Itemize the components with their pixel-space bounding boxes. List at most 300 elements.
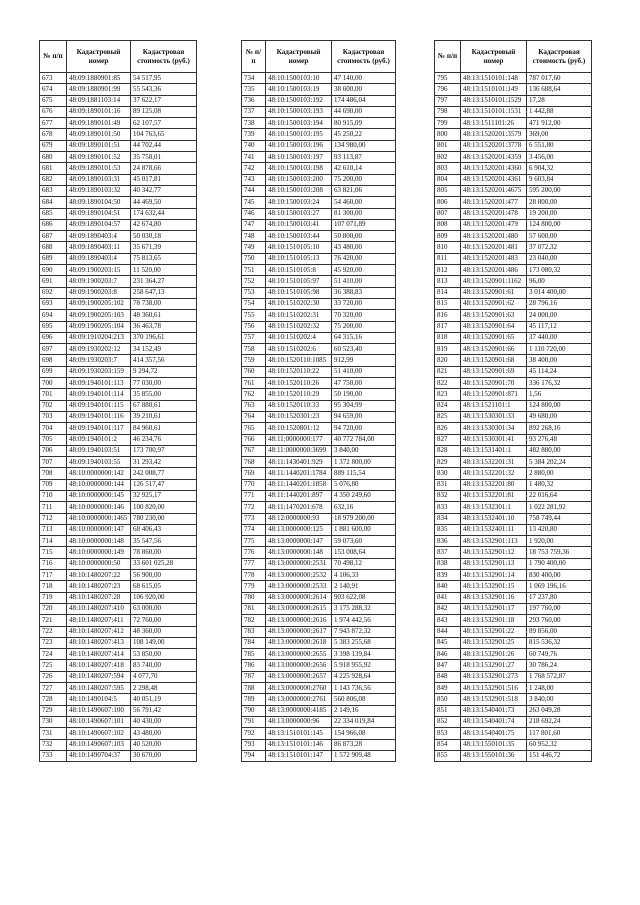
table-row	[40, 185, 197, 196]
row-number: 693	[40, 298, 67, 309]
cadastral-value: 104 763,65	[131, 129, 197, 140]
table-row	[242, 626, 396, 637]
table-row	[40, 378, 197, 389]
table-row	[242, 242, 396, 253]
table-row	[40, 129, 197, 140]
row-number: 751	[242, 265, 266, 276]
cadastral-number: 48:13:0000000:96	[266, 716, 332, 727]
cadastral-number: 48:13:1520201:4360	[461, 163, 527, 174]
table-row	[40, 152, 197, 163]
cadastral-table-2	[241, 40, 396, 762]
cadastral-value: 94 720,00	[332, 423, 396, 434]
cadastral-number: 48:13:1510101:149	[461, 84, 527, 95]
cadastral-number: 48:10:1510202:32	[266, 321, 332, 332]
row-number: 738	[242, 118, 266, 129]
cadastral-value: 93 113,87	[332, 152, 396, 163]
cadastral-value: 62 107,57	[131, 118, 197, 129]
table-row	[242, 73, 396, 84]
row-number: 695	[40, 321, 67, 332]
cadastral-value: 174 486,04	[332, 95, 396, 106]
row-number: 822	[435, 378, 461, 389]
table-row	[40, 84, 197, 95]
table-row	[435, 208, 592, 219]
cadastral-value: 560 806,08	[332, 694, 396, 705]
row-number: 721	[40, 615, 67, 626]
cadastral-number: 48:10:1510202:30	[266, 298, 332, 309]
table-row	[242, 739, 396, 750]
table-row	[40, 366, 197, 377]
cadastral-value: 11 520,00	[131, 265, 197, 276]
cadastral-number: 48:10:1520801:12	[266, 423, 332, 434]
cadastral-value: 35 758,01	[131, 152, 197, 163]
cadastral-value: 44 690,00	[332, 106, 396, 117]
cadastral-value: 43 480,00	[332, 242, 396, 253]
table-row	[242, 287, 396, 298]
cadastral-number: 48:09:1880901:99	[67, 84, 131, 95]
table-row	[40, 265, 197, 276]
row-number: 819	[435, 344, 461, 355]
cadastral-number: 48:09:1890104:51	[67, 208, 131, 219]
row-number: 799	[435, 118, 461, 129]
cadastral-value: 30 670,00	[131, 750, 197, 761]
cadastral-number: 48:09:1940101:113	[67, 378, 131, 389]
row-number: 774	[242, 524, 266, 535]
row-number: 798	[435, 106, 461, 117]
cadastral-value: 3 014 400,00	[527, 287, 592, 298]
row-number: 708	[40, 468, 67, 479]
table-row	[435, 626, 592, 637]
cadastral-value: 18 979 200,00	[332, 513, 396, 524]
cadastral-value: 75 813,65	[131, 253, 197, 264]
cadastral-number: 48:09:1890104:50	[67, 197, 131, 208]
cadastral-value: 231 364,27	[131, 276, 197, 287]
table-row	[242, 389, 396, 400]
table-header-row	[242, 41, 396, 73]
cadastral-number: 48:13:1532901:15	[461, 581, 527, 592]
cadastral-number: 48:13:1520901:63	[461, 310, 527, 321]
cadastral-number: 48:13:1520901:1162	[461, 276, 527, 287]
cadastral-number: 48:09:1940101:117	[67, 423, 131, 434]
cadastral-number: 48:13:1532401:10	[461, 513, 527, 524]
cadastral-value: 35 547,56	[131, 536, 197, 547]
cadastral-number: 48:10:1500103:24	[266, 197, 332, 208]
table-row	[242, 310, 396, 321]
cadastral-value: 75 200,00	[332, 321, 396, 332]
cadastral-value: 153 008,64	[332, 547, 396, 558]
cadastral-number: 48:13:1532301:1	[461, 502, 527, 513]
cadastral-number: 48:13:0000000:2533	[266, 581, 332, 592]
cadastral-value: 780 230,00	[131, 513, 197, 524]
cadastral-number: 48:13:1520201:3778	[461, 140, 527, 151]
row-number: 703	[40, 411, 67, 422]
table-row	[435, 332, 592, 343]
cadastral-number: 48:12:0000000:93	[266, 513, 332, 524]
cadastral-value: 414 357,56	[131, 355, 197, 366]
cadastral-number: 48:10:1480207:23	[67, 581, 131, 592]
table-row	[435, 694, 592, 705]
row-number: 740	[242, 140, 266, 151]
cadastral-number: 48:10:0000000:1465	[67, 513, 131, 524]
cadastral-value: 4 350 249,60	[332, 490, 396, 501]
row-number: 725	[40, 660, 67, 671]
header-value: Кадастровая стоимость (руб.)	[527, 41, 592, 73]
table-row	[242, 581, 396, 592]
row-number: 809	[435, 231, 461, 242]
row-number: 795	[435, 73, 461, 84]
row-number: 674	[40, 84, 67, 95]
cadastral-value: 830 400,00	[527, 570, 592, 581]
row-number: 844	[435, 626, 461, 637]
cadastral-value: 293 760,00	[527, 615, 592, 626]
cadastral-number: 48:13:1520901:62	[461, 298, 527, 309]
table-row	[40, 637, 197, 648]
row-number: 834	[435, 513, 461, 524]
row-number: 813	[435, 276, 461, 287]
cadastral-value: 63 000,00	[131, 603, 197, 614]
row-number: 715	[40, 547, 67, 558]
row-number: 706	[40, 445, 67, 456]
cadastral-value: 100 820,00	[131, 502, 197, 513]
cadastral-number: 48:09:1940101:116	[67, 411, 131, 422]
cadastral-value: 24 000,00	[527, 310, 592, 321]
table-row	[435, 84, 592, 95]
cadastral-number: 48:13:1520901:871	[461, 389, 527, 400]
table-row	[242, 344, 396, 355]
row-number: 853	[435, 728, 461, 739]
row-number: 812	[435, 265, 461, 276]
table-row	[435, 660, 592, 671]
cadastral-value: 13 420,80	[527, 524, 592, 535]
table-row	[40, 355, 197, 366]
cadastral-number: 48:09:1881103:14	[67, 95, 131, 106]
table-row	[435, 490, 592, 501]
table-row	[242, 750, 396, 761]
cadastral-value: 263 049,28	[527, 705, 592, 716]
cadastral-number: 48:10:0000000:142	[67, 468, 131, 479]
table-row	[40, 400, 197, 411]
table-row	[40, 479, 197, 490]
cadastral-value: 632,16	[332, 502, 396, 513]
row-number: 699	[40, 366, 67, 377]
cadastral-number: 48:10:1480207:411	[67, 615, 131, 626]
cadastral-value: 1,56	[527, 389, 592, 400]
table-row	[242, 298, 396, 309]
table-row	[40, 344, 197, 355]
table-row	[242, 400, 396, 411]
cadastral-number: 48:10:1500103:10	[266, 73, 332, 84]
cadastral-number: 48:09:1930203:159	[67, 366, 131, 377]
table-row	[242, 468, 396, 479]
cadastral-value: 35 671,39	[131, 242, 197, 253]
table-row	[40, 502, 197, 513]
cadastral-value: 892 268,16	[527, 423, 592, 434]
row-number: 729	[40, 705, 67, 716]
row-number: 770	[242, 479, 266, 490]
row-number: 682	[40, 174, 67, 185]
table-row	[435, 445, 592, 456]
cadastral-value: 912,99	[332, 355, 396, 366]
cadastral-value: 1 974 442,56	[332, 615, 396, 626]
table-row	[40, 468, 197, 479]
table-row	[435, 468, 592, 479]
cadastral-number: 48:13:1521101:1	[461, 400, 527, 411]
row-number: 736	[242, 95, 266, 106]
cadastral-number: 48:10:1500103:192	[266, 95, 332, 106]
row-number: 727	[40, 683, 67, 694]
table-row	[242, 660, 396, 671]
table-row	[40, 705, 197, 716]
cadastral-value: 173 700,97	[131, 445, 197, 456]
table-row	[435, 739, 592, 750]
row-number: 724	[40, 649, 67, 660]
cadastral-value: 1 768 572,87	[527, 671, 592, 682]
cadastral-number: 48:13:1510101:148	[461, 73, 527, 84]
cadastral-number: 48:13:1540401:74	[461, 716, 527, 727]
cadastral-number: 48:10:1480207:418	[67, 660, 131, 671]
row-number: 735	[242, 84, 266, 95]
table-row	[40, 73, 197, 84]
cadastral-value: 37 622,17	[131, 95, 197, 106]
row-number: 803	[435, 163, 461, 174]
cadastral-value: 815 536,32	[527, 637, 592, 648]
cadastral-value: 1 572 909,48	[332, 750, 396, 761]
table-row	[40, 592, 197, 603]
cadastral-value: 59 073,60	[332, 536, 396, 547]
row-number: 769	[242, 468, 266, 479]
cadastral-number: 48:13:1532901:25	[461, 637, 527, 648]
row-number: 710	[40, 490, 67, 501]
table-row	[40, 457, 197, 468]
cadastral-value: 49 680,00	[527, 411, 592, 422]
row-number: 758	[242, 344, 266, 355]
row-number: 806	[435, 197, 461, 208]
cadastral-value: 369,00	[527, 129, 592, 140]
row-number: 781	[242, 603, 266, 614]
cadastral-value: 33 720,00	[332, 298, 396, 309]
table-row	[40, 750, 197, 761]
row-number: 818	[435, 332, 461, 343]
table-row	[435, 603, 592, 614]
cadastral-number: 48:10:0000000:50	[67, 558, 131, 569]
row-number: 772	[242, 502, 266, 513]
cadastral-number: 48:13:1520901:65	[461, 332, 527, 343]
row-number: 673	[40, 73, 67, 84]
table-row	[242, 152, 396, 163]
row-number: 701	[40, 389, 67, 400]
cadastral-value: 31 293,42	[131, 457, 197, 468]
cadastral-number: 48:11:1470201:678	[266, 502, 332, 513]
cadastral-value: 45 017,81	[131, 174, 197, 185]
cadastral-number: 48:10:1510105:10	[266, 242, 332, 253]
row-number: 714	[40, 536, 67, 547]
row-number: 761	[242, 378, 266, 389]
table-row	[242, 683, 396, 694]
cadastral-number: 48:10:1490607:101	[67, 716, 131, 727]
cadastral-value: 2 880,00	[527, 468, 592, 479]
table-header-row	[435, 41, 592, 73]
table-row	[242, 536, 396, 547]
row-number: 685	[40, 208, 67, 219]
cadastral-number: 48:13:1520201:478	[461, 208, 527, 219]
table-row	[242, 694, 396, 705]
table-row	[40, 615, 197, 626]
table-row	[242, 434, 396, 445]
row-number: 837	[435, 547, 461, 558]
row-number: 797	[435, 95, 461, 106]
cadastral-value: 68 615,05	[131, 581, 197, 592]
table-row	[242, 174, 396, 185]
table-row	[435, 592, 592, 603]
cadastral-number: 48:10:1500103:198	[266, 163, 332, 174]
cadastral-number: 48:09:1890103:32	[67, 185, 131, 196]
cadastral-value: 39 210,61	[131, 411, 197, 422]
row-number: 746	[242, 208, 266, 219]
cadastral-number: 48:10:1510105:98	[266, 287, 332, 298]
cadastral-number: 48:09:1940101:2	[67, 434, 131, 445]
table-row	[242, 163, 396, 174]
cadastral-value: 1 069 196,16	[527, 581, 592, 592]
cadastral-value: 40 772 784,00	[332, 434, 396, 445]
table-row	[242, 197, 396, 208]
cadastral-value: 2 149,16	[332, 705, 396, 716]
row-number: 787	[242, 671, 266, 682]
cadastral-number: 48:10:1500103:197	[266, 152, 332, 163]
cadastral-value: 1 790 400,00	[527, 558, 592, 569]
row-number: 700	[40, 378, 67, 389]
table-row	[435, 73, 592, 84]
table-row	[435, 570, 592, 581]
cadastral-number: 48:13:1520201:4359	[461, 152, 527, 163]
table-row	[242, 129, 396, 140]
cadastral-value: 45 920,00	[332, 265, 396, 276]
cadastral-value: 1 022 281,92	[527, 502, 592, 513]
cadastral-value: 50 190,00	[332, 389, 396, 400]
row-number: 827	[435, 434, 461, 445]
row-number: 748	[242, 231, 266, 242]
table-row	[40, 716, 197, 727]
cadastral-value: 34 152,49	[131, 344, 197, 355]
cadastral-number: 48:09:1890101:16	[67, 106, 131, 117]
cadastral-number: 48:13:1532901:26	[461, 649, 527, 660]
row-number: 692	[40, 287, 67, 298]
cadastral-number: 48:10:1480207:22	[67, 570, 131, 581]
cadastral-number: 48:13:1540401:75	[461, 728, 527, 739]
table-row	[40, 118, 197, 129]
row-number: 705	[40, 434, 67, 445]
cadastral-value: 19 200,00	[527, 208, 592, 219]
cadastral-value: 134 980,00	[332, 140, 396, 151]
row-number: 804	[435, 174, 461, 185]
cadastral-number: 48:10:1490607:103	[67, 739, 131, 750]
table-row	[435, 683, 592, 694]
table-row	[242, 106, 396, 117]
cadastral-value: 81 300,00	[332, 208, 396, 219]
row-number: 835	[435, 524, 461, 535]
table-row	[435, 649, 592, 660]
table-row	[242, 276, 396, 287]
row-number: 678	[40, 129, 67, 140]
cadastral-value: 6 551,80	[527, 140, 592, 151]
table-row	[242, 479, 396, 490]
row-number: 704	[40, 423, 67, 434]
table-row	[40, 728, 197, 739]
cadastral-number: 48:09:1930202:12	[67, 344, 131, 355]
row-number: 689	[40, 253, 67, 264]
table-row	[40, 490, 197, 501]
cadastral-number: 48:13:0000000:4185	[266, 705, 332, 716]
table-row	[242, 716, 396, 727]
cadastral-value: 1 480,32	[527, 479, 592, 490]
table-row	[40, 231, 197, 242]
row-number: 805	[435, 185, 461, 196]
cadastral-value: 117 801,60	[527, 728, 592, 739]
cadastral-number: 48:09:1880901:85	[67, 73, 131, 84]
cadastral-number: 48:13:0000000:2655	[266, 649, 332, 660]
cadastral-number: 48:13:0000000:147	[266, 536, 332, 547]
cadastral-value: 1 442,88	[527, 106, 592, 117]
table-row	[435, 152, 592, 163]
table-row	[40, 219, 197, 230]
cadastral-number: 48:13:0000000:2617	[266, 626, 332, 637]
cadastral-value: 36 388,83	[332, 287, 396, 298]
table-row	[242, 423, 396, 434]
cadastral-value: 38 400,00	[527, 355, 592, 366]
cadastral-value: 33 601 025,28	[131, 558, 197, 569]
row-number: 788	[242, 683, 266, 694]
cadastral-value: 51 410,00	[332, 366, 396, 377]
cadastral-value: 44 469,50	[131, 197, 197, 208]
cadastral-value: 4 077,70	[131, 671, 197, 682]
cadastral-value: 2 140,91	[332, 581, 396, 592]
table-row	[242, 502, 396, 513]
cadastral-number: 48:13:1511101:26	[461, 118, 527, 129]
row-number: 786	[242, 660, 266, 671]
cadastral-value: 40 051,19	[131, 694, 197, 705]
cadastral-value: 57 600,00	[527, 231, 592, 242]
table-row	[435, 411, 592, 422]
row-number: 845	[435, 637, 461, 648]
cadastral-number: 48:09:1900203:7	[67, 276, 131, 287]
row-number: 808	[435, 219, 461, 230]
cadastral-value: 28 800,00	[527, 197, 592, 208]
cadastral-number: 48:13:0000000:2618	[266, 637, 332, 648]
cadastral-number: 48:10:1500103:193	[266, 106, 332, 117]
row-number: 775	[242, 536, 266, 547]
cadastral-value: 46 234,76	[131, 434, 197, 445]
table-row	[435, 423, 592, 434]
table-row	[435, 219, 592, 230]
row-number: 830	[435, 468, 461, 479]
table-row	[40, 547, 197, 558]
cadastral-number: 48:13:1520201:483	[461, 253, 527, 264]
table-row	[242, 728, 396, 739]
cadastral-number: 48:13:1520201:4361	[461, 174, 527, 185]
cadastral-value: 80 915,09	[332, 118, 396, 129]
row-number: 776	[242, 547, 266, 558]
cadastral-number: 48:13:1520201:481	[461, 242, 527, 253]
cadastral-number: 48:13:1520901:70	[461, 378, 527, 389]
cadastral-value: 28 796,16	[527, 298, 592, 309]
cadastral-number: 48:09:1940101:114	[67, 389, 131, 400]
row-number: 836	[435, 536, 461, 547]
cadastral-number: 48:13:1532901:518	[461, 694, 527, 705]
cadastral-value: 83 740,00	[131, 660, 197, 671]
cadastral-value: 197 760,00	[527, 603, 592, 614]
table-row	[242, 118, 396, 129]
table-row	[40, 649, 197, 660]
table-row	[435, 716, 592, 727]
cadastral-number: 48:10:1480207:28	[67, 592, 131, 603]
